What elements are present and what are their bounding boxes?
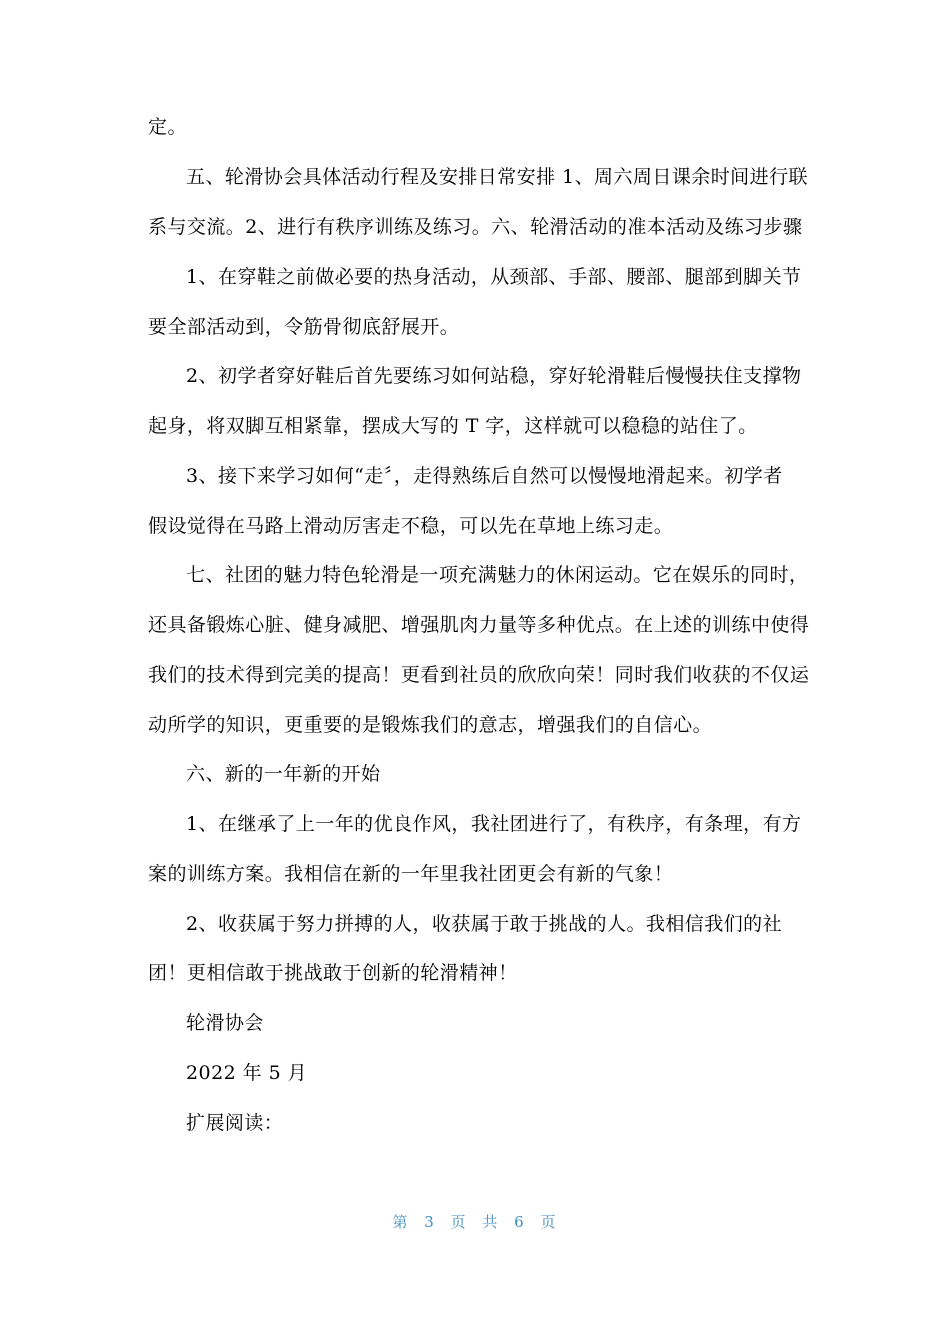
paragraph-line: 案的训练方案。我相信在新的一年里我社团更会有新的气象！: [148, 863, 674, 885]
paragraph-line: 要全部活动到，令筋骨彻底舒展开。: [148, 316, 460, 338]
paragraph-line: 1、在继承了上一年的优良作风，我社团进行了，有秩序，有条理，有方: [186, 813, 802, 835]
paragraph-line: 团！更相信敢于挑战敢于创新的轮滑精神！: [148, 962, 518, 984]
paragraph-line: 我们的技术得到完美的提高！更看到社员的欣欣向荣！同时我们收获的不仅运: [148, 664, 810, 686]
paragraph-line: 1、在穿鞋之前做必要的热身活动，从颈部、手部、腰部、腿部到脚关节: [186, 266, 802, 288]
paragraph-line: 定。: [148, 116, 187, 138]
paragraph-line: 七、社团的魅力特色轮滑是一项充满魅力的休闲运动。它在娱乐的同时，: [186, 564, 809, 586]
paragraph-line: 2、初学者穿好鞋后首先要练习如何站稳，穿好轮滑鞋后慢慢扶住支撑物: [186, 365, 802, 387]
paragraph-line: 还具备锻炼心脏、健身减肥、增强肌肉力量等多种优点。在上述的训练中使得: [148, 614, 810, 636]
signature-organization: 轮滑协会: [186, 1012, 264, 1034]
section-heading: 六、新的一年新的开始: [186, 763, 381, 785]
paragraph-line: 系与交流。2、进行有秩序训练及练习。六、轮滑活动的准本活动及练习步骤: [148, 216, 803, 238]
paragraph-line: 起身，将双脚互相紧靠，摆成大写的 T 字，这样就可以稳稳的站住了。: [148, 415, 758, 437]
paragraph-line: 3、接下来学习如何“走〞，走得熟练后自然可以慢慢地滑起来。初学者: [186, 465, 783, 487]
page-number-footer: 第 3 页 共 6 页: [392, 1213, 558, 1231]
paragraph-line: 假设觉得在马路上滑动厉害走不稳，可以先在草地上练习走。: [148, 515, 674, 537]
extended-reading-label: 扩展阅读：: [186, 1112, 284, 1134]
paragraph-line: 2、收获属于努力拼搏的人，收获属于敢于挑战的人。我相信我们的社: [186, 913, 783, 935]
paragraph-line: 动所学的知识，更重要的是锻炼我们的意志，增强我们的自信心。: [148, 714, 713, 736]
signature-date: 2022 年 5 月: [186, 1062, 308, 1084]
paragraph-line: 五、轮滑协会具体活动行程及安排日常安排 1、周六周日课余时间进行联: [186, 166, 808, 188]
